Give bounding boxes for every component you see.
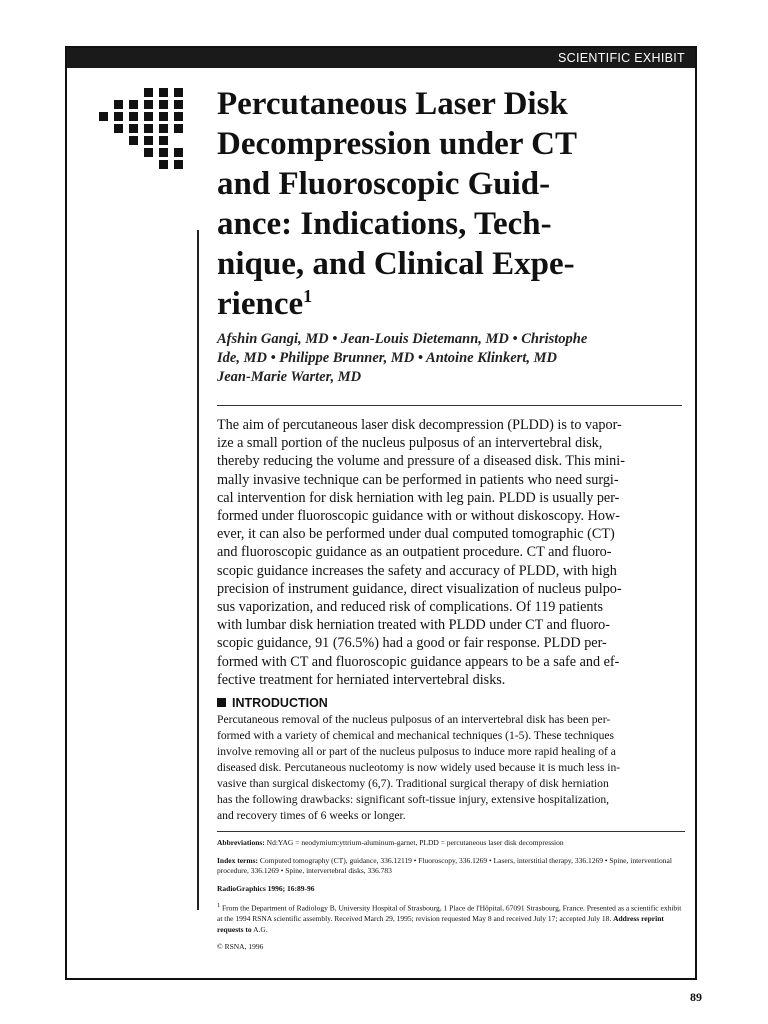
introduction-line: Percutaneous removal of the nucleus pulposus of an intervertebral disk has been per-: [217, 713, 611, 726]
logo-block: [159, 112, 168, 121]
author-list: [217, 330, 687, 387]
abstract-line: with lumbar disk herniation treated with PLDD under CT and fluoro-: [217, 617, 610, 634]
logo-block: [174, 88, 183, 97]
abbreviations-label: Abbreviations:: [217, 838, 265, 847]
introduction-line: and recovery times of 6 weeks or longer.: [217, 809, 406, 822]
index-terms-text: Computed tomography (CT), guidance, 336.12119 • Fluoroscopy, 336.1269 • Lasers, interstitial therapy, 336.1269 • Spine, interventional procedure, 336.1269 • Spine, intervertebral disks, 336.783: [217, 855, 672, 875]
abbreviations-note: [217, 838, 687, 849]
title-line: nique, and Clinical Expe-: [217, 246, 575, 282]
logo-block: [129, 112, 138, 121]
introduction-line: vasive than surgical diskectomy (6,7). Traditional surgical therapy of disk herniation: [217, 777, 609, 790]
introduction-line: formed with a variety of chemical and mechanical techniques (1-5). These techniques: [217, 729, 615, 742]
title-footnote-mark: 1: [303, 286, 313, 306]
abstract-line: precision of instrument guidance, direct visualization of nucleus pulpo-: [217, 580, 622, 597]
logo-block: [129, 136, 138, 145]
abstract: [217, 416, 682, 689]
section-label: SCIENTIFIC EXHIBIT: [558, 51, 685, 65]
title-line: Percutaneous Laser Disk: [217, 86, 568, 122]
footnote-text: From the Department of Radiology B, University Hospital of Strasbourg, 1 Place de l'Hôpital, 67091 Strasbourg, France. Presented as a scientific exhibit at the 1994 RSNA scientific assembly. Received March 29, 1995; revision requested May 8 and received July 17; accepted July 18.: [217, 903, 682, 923]
journal-logo-icon: [89, 82, 209, 222]
logo-block: [144, 100, 153, 109]
logo-block: [144, 136, 153, 145]
author-line: Jean-Marie Warter, MD: [217, 369, 362, 385]
logo-block: [174, 112, 183, 121]
article-frame: [65, 46, 697, 980]
reprint-text: A.G.: [253, 924, 268, 934]
logo-block: [129, 100, 138, 109]
logo-block: [144, 112, 153, 121]
logo-block: [114, 124, 123, 133]
section-bullet-icon: [217, 698, 226, 707]
logo-block: [174, 124, 183, 133]
logo-block: [144, 124, 153, 133]
introduction-line: diseased disk. Percutaneous nucleotomy is now widely used because it is much less in-: [217, 761, 621, 774]
abstract-line: mally invasive technique can be performed in patients who need surgi-: [217, 471, 619, 488]
logo-block: [159, 100, 168, 109]
article-notes: [217, 838, 687, 960]
abstract-line: fective treatment for herniated intervertebral disks.: [217, 671, 506, 688]
logo-block: [129, 124, 138, 133]
article-title: [217, 84, 687, 324]
margin-vertical-rule: [197, 230, 199, 910]
logo-block: [144, 148, 153, 157]
copyright-note: © RSNA, 1996: [217, 942, 264, 951]
logo-block: [144, 88, 153, 97]
title-line: rience: [217, 286, 304, 322]
abstract-line: scopic guidance, 91 (76.5%) had a good or fair response. PLDD per-: [217, 635, 607, 652]
logo-block: [99, 112, 108, 121]
abstract-line: ize a small portion of the nucleus pulposus of an intervertebral disk,: [217, 435, 603, 452]
affiliation-footnote: [217, 901, 687, 935]
title-line: Decompression under CT: [217, 126, 577, 162]
logo-block: [159, 136, 168, 145]
abstract-line: thereby reducing the volume and pressure of a diseased disk. This mini-: [217, 453, 625, 470]
citation: RadioGraphics 1996; 16:89-96: [217, 883, 315, 893]
reprint-label: Address reprint requests to: [217, 914, 664, 934]
page-number: 89: [690, 990, 702, 1004]
logo-block: [159, 124, 168, 133]
citation-note: [217, 884, 687, 895]
abbreviations-text: Nd:YAG = neodymium:yttrium-aluminum-garnet, PLDD = percutaneous laser disk decompression: [266, 838, 564, 847]
logo-block: [174, 100, 183, 109]
logo-block: [159, 88, 168, 97]
author-line: Ide, MD • Philippe Brunner, MD • Antoine Klinkert, MD: [217, 350, 557, 366]
abstract-line: The aim of percutaneous laser disk decompression (PLDD) is to vapor-: [217, 417, 622, 433]
introduction-line: has the following drawbacks: significant soft-tissue injury, extensive hospitalization,: [217, 793, 610, 806]
abstract-line: cal intervention for disk herniation with leg pain. PLDD is usually per-: [217, 489, 620, 506]
title-line: and Fluoroscopic Guid-: [217, 166, 551, 202]
logo-block: [114, 112, 123, 121]
logo-block: [174, 160, 183, 169]
footnote-mark: 1: [217, 902, 221, 909]
abstract-line: sus vaporization, and reduced risk of complications. Of 119 patients: [217, 599, 603, 616]
introduction-heading-text: INTRODUCTION: [232, 696, 328, 710]
section-label-bar: [67, 48, 695, 68]
abstract-line: formed with CT and fluoroscopic guidance appears to be a safe and ef-: [217, 653, 620, 670]
index-terms-label: Index terms:: [217, 855, 259, 865]
logo-block: [159, 148, 168, 157]
author-line: Afshin Gangi, MD • Jean-Louis Dietemann, MD • Christophe: [217, 331, 588, 347]
abstract-line: and fluoroscopic guidance as an outpatient procedure. CT and fluoro-: [217, 544, 612, 561]
abstract-top-rule: [217, 405, 682, 406]
abstract-line: ever, it can also be performed under dual computed tomographic (CT): [217, 526, 615, 543]
logo-block: [159, 160, 168, 169]
title-line: ance: Indications, Tech-: [217, 206, 552, 242]
introduction-heading: [217, 696, 328, 710]
abstract-line: scopic guidance increases the safety and accuracy of PLDD, with high: [217, 562, 617, 579]
logo-block: [114, 100, 123, 109]
index-terms-note: [217, 856, 687, 877]
abstract-line: formed under fluoroscopic guidance with or without diskoscopy. How-: [217, 508, 620, 525]
introduction-line: involve removing all or part of the nucleus pulposus to induce more rapid healing of a: [217, 745, 616, 758]
notes-top-rule: [217, 831, 685, 832]
introduction-text: [217, 712, 687, 824]
logo-block: [174, 148, 183, 157]
